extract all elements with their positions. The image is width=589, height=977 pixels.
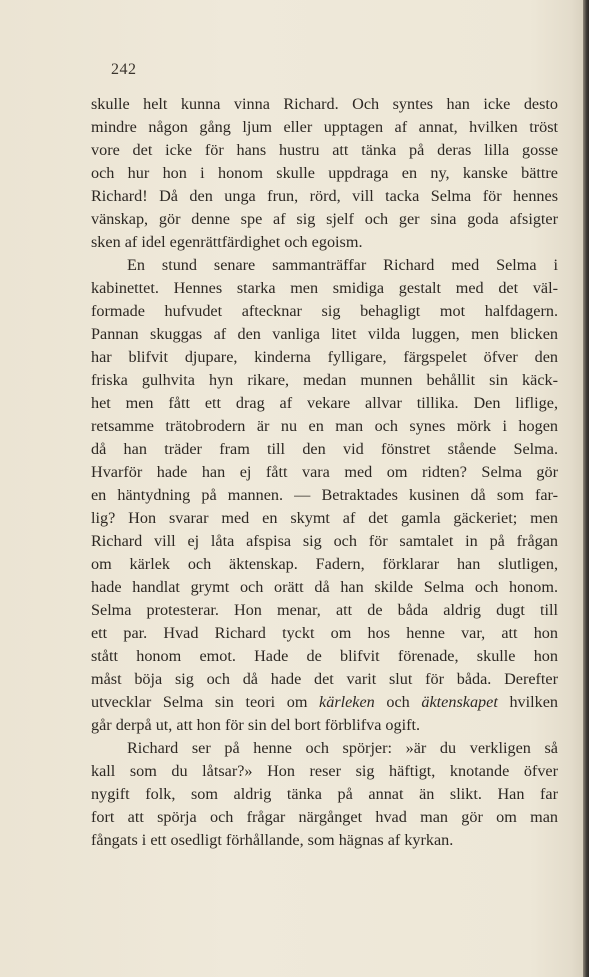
text-span: Hvarför hade han ej fått vara med om ridten? Selma gör [91, 463, 558, 481]
text-line [91, 530, 558, 553]
text-span: hvilken [497, 693, 559, 711]
text-line [91, 346, 558, 369]
text-line [91, 185, 558, 208]
text-line [91, 576, 558, 599]
text-line [91, 645, 558, 668]
text-span: utvecklar Selma sin teori om [91, 693, 320, 711]
page-edge-shadow [583, 0, 589, 977]
text-span: stått honom emot. Hade de blifvit förenade, skulle hon [91, 647, 558, 665]
text-line [91, 829, 558, 852]
text-span: En stund senare sammanträffar Richard med Selma i [127, 256, 558, 274]
text-span: kabinettet. Hennes starka men smidiga gestalt med det väl- [91, 279, 558, 297]
text-line [91, 760, 558, 783]
text-line [91, 438, 558, 461]
text-span: nygift folk, som aldrig tänka på annat än slikt. Han far [91, 785, 558, 803]
text-line [91, 415, 558, 438]
text-line [91, 783, 558, 806]
text-span: het men fått ett drag af vekare allvar tillika. Den liflige, [91, 394, 558, 412]
text-line [91, 668, 558, 691]
text-line [91, 254, 558, 277]
text-line [91, 300, 558, 323]
text-line [91, 461, 558, 484]
text-line [91, 691, 558, 714]
text-span: en häntydning på mannen. — Betraktades kusinen då som far- [91, 486, 558, 504]
text-line [91, 392, 558, 415]
text-span: och [374, 693, 422, 711]
text-span: hade handlat grymt och orätt då han skilde Selma och honom. [91, 578, 558, 596]
text-span: retsamme trätobrodern är nu en man och synes mörk i hogen [91, 417, 558, 435]
text-span: vore det icke för hans hustru att tänka på deras lilla gosse [91, 141, 558, 159]
text-span: sken af idel egenrättfärdighet och egoism. [91, 233, 363, 251]
text-span: mindre någon gång ljum eller upptagen af annat, hvilken tröst [91, 118, 558, 136]
text-line [91, 116, 558, 139]
text-line [91, 208, 558, 231]
text-span: friska gulhvita hyn rikare, medan munnen behållit sin käck- [91, 371, 558, 389]
text-line [91, 162, 558, 185]
text-line [91, 369, 558, 392]
italic-text: äktenskapet [421, 693, 498, 711]
text-span: och hur hon i honom skulle uppdraga en ny, kanske bättre [91, 164, 558, 182]
text-line [91, 737, 558, 760]
text-line [91, 714, 558, 737]
text-span: formade hufvudet aftecknar sig behagligt mot halfdagern. [91, 302, 558, 320]
text-line [91, 599, 558, 622]
italic-text: kärleken [319, 693, 375, 711]
text-span: kall som du låtsar?» Hon reser sig häftigt, knotande öfver [91, 762, 558, 780]
text-span: Selma protesterar. Hon menar, att de båda aldrig dugt till [91, 601, 558, 619]
body-text [91, 93, 558, 852]
text-line [91, 139, 558, 162]
text-line [91, 553, 558, 576]
text-line [91, 323, 558, 346]
text-span: Pannan skuggas af den vanliga litet vilda luggen, men blicken [91, 325, 558, 343]
text-line [91, 507, 558, 530]
text-line [91, 277, 558, 300]
text-span: går derpå ut, att hon för sin del bort förblifva ogift. [91, 716, 421, 734]
text-span: Richard vill ej låta afspisa sig och för samtalet in på frågan [91, 532, 558, 550]
text-span: ett par. Hvad Richard tyckt om hos henne var, att hon [91, 624, 558, 642]
text-line [91, 93, 558, 116]
text-span: om kärlek och äktenskap. Fadern, förklarar han slutligen, [91, 555, 558, 573]
text-line [91, 622, 558, 645]
text-span: Richard ser på henne och spörjer: »är du verkligen så [127, 739, 558, 757]
text-span: fort att spörja och frågar närgånget hvad man gör om man [91, 808, 558, 826]
text-span: lig? Hon svarar med en skymt af det gamla gäckeriet; men [91, 509, 558, 527]
text-span: då han träder fram till den vid fönstret stående Selma. [91, 440, 558, 458]
text-line [91, 484, 558, 507]
text-span: skulle helt kunna vinna Richard. Och syntes han icke desto [91, 95, 558, 113]
text-line [91, 806, 558, 829]
text-span: fångats i ett osedligt förhållande, som hägnas af kyrkan. [91, 831, 454, 849]
text-span: har blifvit djupare, kinderna fylligare, färgspelet öfver den [91, 348, 558, 366]
page-number: 242 [111, 61, 137, 78]
text-span: Richard! Då den unga frun, rörd, vill tacka Selma för hennes [91, 187, 558, 205]
text-span: vänskap, gör denne spe af sig sjelf och ger sina goda afsigter [91, 210, 558, 228]
text-line [91, 231, 558, 254]
text-span: måst böja sig och då hade det varit slut för båda. Derefter [91, 670, 558, 688]
